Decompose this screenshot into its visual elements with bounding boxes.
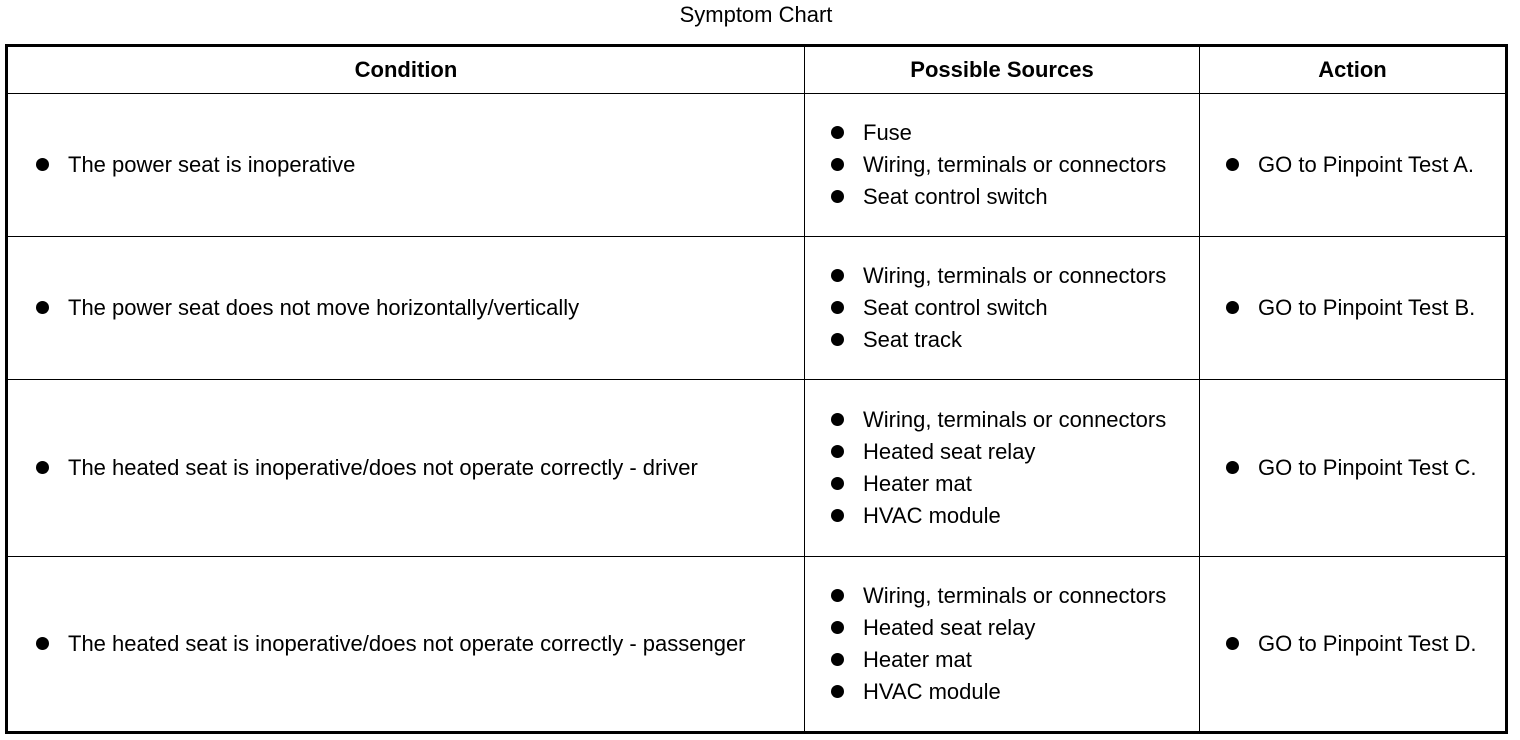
list-item [36, 453, 792, 483]
source-text: Wiring, terminals or connectors [863, 152, 1167, 177]
list-item [1226, 629, 1495, 659]
source-text: Wiring, terminals or connectors [863, 583, 1167, 608]
list-item [831, 325, 1189, 355]
list-item [831, 150, 1189, 180]
bullet-icon [36, 637, 49, 650]
bullet-icon [831, 509, 844, 522]
list-item [831, 613, 1189, 643]
bullet-icon [831, 158, 844, 171]
page-title: Symptom Chart [679, 2, 833, 27]
bullet-icon [831, 413, 844, 426]
bullet-icon [831, 589, 844, 602]
list-item [36, 293, 792, 323]
action-text: GO to Pinpoint Test A. [1258, 152, 1475, 177]
sources-cell [805, 557, 1200, 733]
bullet-icon [1226, 301, 1239, 314]
list-item [831, 405, 1189, 435]
list-item [831, 677, 1189, 707]
bullet-icon [36, 158, 49, 171]
bullet-icon [1226, 461, 1239, 474]
bullet-icon [831, 653, 844, 666]
table-row [7, 94, 1507, 237]
sources-cell [805, 94, 1200, 237]
condition-text: The power seat is inoperative [68, 152, 356, 177]
bullet-icon [36, 461, 49, 474]
bullet-icon [831, 126, 844, 139]
action-text: GO to Pinpoint Test C. [1258, 455, 1477, 480]
list-item [831, 293, 1189, 323]
sources-cell [805, 237, 1200, 380]
source-text: HVAC module [863, 503, 1001, 528]
list-item [1226, 453, 1495, 483]
source-text: Seat track [863, 327, 963, 352]
condition-cell [7, 380, 805, 557]
column-header-possible-sources: Possible Sources [805, 46, 1200, 94]
list-item [831, 501, 1189, 531]
source-text: Fuse [863, 120, 912, 145]
list-item [831, 182, 1189, 212]
source-text: Heated seat relay [863, 615, 1036, 640]
list-item [1226, 150, 1495, 180]
table-row [7, 380, 1507, 557]
source-text: Heater mat [863, 647, 972, 672]
action-cell [1200, 94, 1507, 237]
table-row [7, 557, 1507, 733]
source-text: Wiring, terminals or connectors [863, 263, 1167, 288]
bullet-icon [831, 190, 844, 203]
list-item [831, 118, 1189, 148]
list-item [36, 629, 792, 659]
table-header-row [7, 46, 1507, 94]
bullet-icon [831, 269, 844, 282]
source-text: Seat control switch [863, 184, 1048, 209]
condition-cell [7, 557, 805, 733]
bullet-icon [831, 685, 844, 698]
condition-text: The power seat does not move horizontally/vertically [68, 295, 580, 320]
source-text: Heater mat [863, 471, 972, 496]
bullet-icon [36, 301, 49, 314]
action-text: GO to Pinpoint Test B. [1258, 295, 1476, 320]
list-item [831, 645, 1189, 675]
source-text: Heated seat relay [863, 439, 1036, 464]
table-row [7, 237, 1507, 380]
bullet-icon [1226, 158, 1239, 171]
bullet-icon [831, 301, 844, 314]
list-item [831, 469, 1189, 499]
list-item [831, 437, 1189, 467]
bullet-icon [831, 333, 844, 346]
source-text: Seat control switch [863, 295, 1048, 320]
list-item [36, 150, 792, 180]
action-cell [1200, 380, 1507, 557]
bullet-icon [831, 477, 844, 490]
list-item [831, 581, 1189, 611]
list-item [831, 261, 1189, 291]
condition-text: The heated seat is inoperative/does not operate correctly - passenger [68, 631, 746, 656]
bullet-icon [831, 621, 844, 634]
symptom-chart-table [5, 44, 1508, 734]
action-cell [1200, 237, 1507, 380]
action-cell [1200, 557, 1507, 733]
column-header-condition: Condition [7, 46, 805, 94]
action-text: GO to Pinpoint Test D. [1258, 631, 1477, 656]
list-item [1226, 293, 1495, 323]
bullet-icon [831, 445, 844, 458]
condition-text: The heated seat is inoperative/does not operate correctly - driver [68, 455, 698, 480]
source-text: Wiring, terminals or connectors [863, 407, 1167, 432]
condition-cell [7, 237, 805, 380]
column-header-action: Action [1200, 46, 1507, 94]
sources-cell [805, 380, 1200, 557]
condition-cell [7, 94, 805, 237]
bullet-icon [1226, 637, 1239, 650]
source-text: HVAC module [863, 679, 1001, 704]
